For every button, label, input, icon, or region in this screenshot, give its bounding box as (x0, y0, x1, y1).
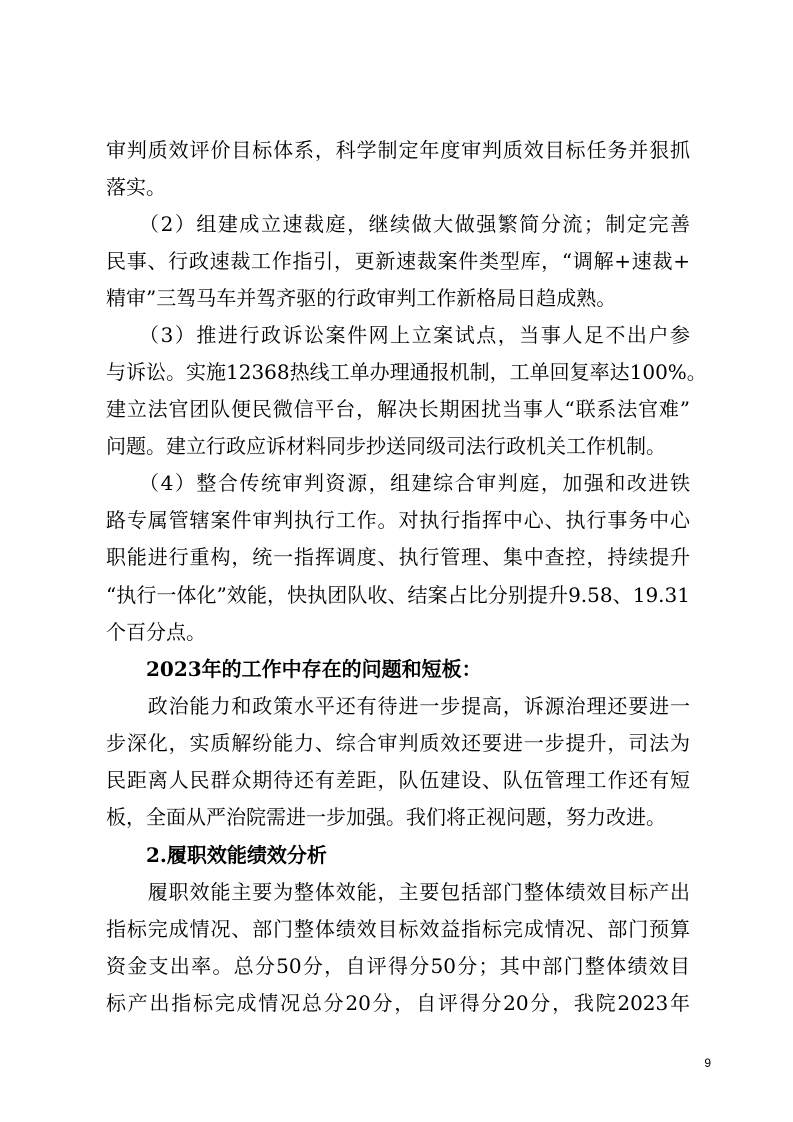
section-heading: 2.履职效能绩效分析 (106, 843, 327, 867)
text-line: 建立法官团队便民微信平台，解决长期困扰当事人“联系法官难” (106, 397, 690, 421)
text-line: （4）整合传统审判资源，组建综合审判庭，加强和改进铁 (106, 471, 690, 495)
text-line: “执行一体化”效能，快执团队收、结案占比分别提升9.58、19.31 (106, 583, 690, 607)
text-line: 落实。 (106, 175, 166, 199)
text-line: 精审”三驾马车并驾齐驱的行政审判工作新格局日趋成熟。 (106, 286, 617, 310)
text-line: （2）组建成立速裁庭，继续做大做强繁简分流；制定完善 (106, 212, 690, 236)
section-heading: 2023年的工作中存在的问题和短板： (106, 657, 482, 681)
text-line: （3）推进行政诉讼案件网上立案试点，当事人足不出户参 (106, 323, 690, 347)
text-line: 问题。建立行政应诉材料同步抄送同级司法行政机关工作机制。 (106, 434, 666, 458)
text-line: 指标完成情况、部门整体绩效目标效益指标完成情况、部门预算 (106, 917, 690, 941)
text-line: 民距离人民群众期待还有差距，队伍建设、队伍管理工作还有短 (106, 768, 690, 792)
text-line: 板，全面从严治院需进一步加强。我们将正视问题，努力改进。 (106, 805, 666, 829)
text-line: 标产出指标完成情况总分20分，自评得分20分，我院2023年 (106, 991, 690, 1015)
text-line: 个百分点。 (106, 620, 206, 644)
text-line: 履职效能主要为整体效能，主要包括部门整体绩效目标产出 (106, 880, 690, 904)
text-line: 与诉讼。实施12368热线工单办理通报机制，工单回复率达100%。 (106, 360, 707, 384)
text-line: 民事、行政速裁工作指引，更新速裁案件类型库，“调解+速裁+ (106, 249, 690, 273)
text-line: 政治能力和政策水平还有待进一步提高，诉源治理还要进一 (106, 694, 690, 718)
text-line: 资金支出率。总分50分，自评得分50分；其中部门整体绩效目 (106, 954, 690, 978)
text-line: 步深化，实质解纷能力、综合审判质效还要进一步提升，司法为 (106, 731, 690, 755)
page-number: 9 (704, 1056, 711, 1070)
text-line: 路专属管辖案件审判执行工作。对执行指挥中心、执行事务中心 (106, 508, 690, 532)
text-line: 职能进行重构，统一指挥调度、执行管理、集中查控，持续提升 (106, 545, 690, 569)
text-line: 审判质效评价目标体系，科学制定年度审判质效目标任务并狠抓 (106, 138, 690, 162)
